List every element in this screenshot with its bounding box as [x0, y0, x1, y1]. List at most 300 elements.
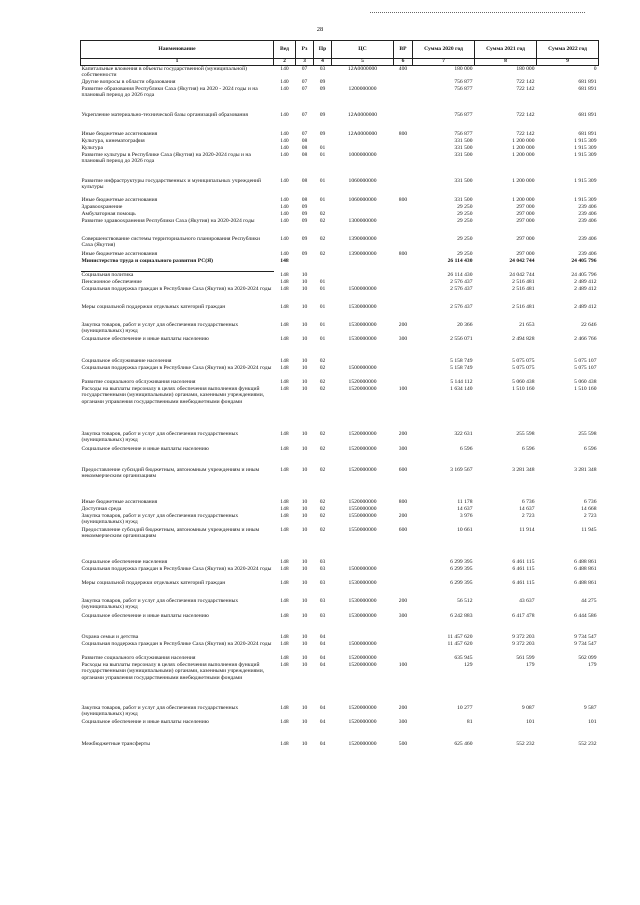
page-number: 28	[316, 26, 324, 33]
row-sum-2021: 6 461 115	[512, 566, 535, 572]
row-ved: 148	[280, 322, 289, 328]
row-vr: 300	[398, 336, 408, 342]
row-ved: 148	[280, 279, 289, 285]
row-sum-2022: 239 406	[578, 218, 597, 224]
row-ved: 140	[280, 251, 289, 257]
row-ved: 148	[280, 365, 289, 371]
table-row	[81, 272, 599, 280]
row-sum-2020: 331 500	[454, 178, 473, 184]
row-sum-2022: 2 723	[583, 513, 597, 519]
row-sum-2020: 322 631	[454, 431, 473, 437]
row-sum-2020: 625 460	[454, 741, 473, 747]
row-vr: 200	[398, 322, 408, 328]
row-sum-2020: 129	[464, 662, 473, 668]
row-sum-2021: 2 723	[521, 513, 535, 519]
row-cs: 1500000000	[348, 365, 377, 371]
row-name: Амбулаторная помощь	[81, 211, 136, 217]
row-cs: 1550000000	[348, 513, 377, 519]
row-pr: 02	[319, 218, 326, 224]
row-pr: 02	[319, 358, 326, 364]
row-ved: 140	[280, 236, 289, 242]
row-rz: 07	[301, 79, 308, 85]
row-vr	[394, 112, 413, 131]
row-pr: 02	[319, 386, 326, 392]
row-name: Развитие инфраструктуры государственных и муниципальных учреждений культуры	[81, 178, 262, 191]
table-row	[81, 741, 599, 748]
row-vr	[394, 655, 413, 662]
row-rz: 07	[301, 66, 308, 72]
row-sum-2020: 331 500	[454, 197, 473, 203]
row-sum-2021: 2 516 481	[512, 279, 535, 285]
row-sum-2021: 43 637	[519, 598, 535, 604]
row-rz: 10	[301, 336, 308, 342]
row-name: Охрана семьи и детства	[81, 634, 139, 640]
row-sum-2020: 29 250	[457, 211, 473, 217]
row-vr: 600	[398, 467, 408, 473]
row-sum-2021: 21 653	[519, 322, 535, 328]
row-vr	[394, 258, 413, 272]
row-pr: 03	[319, 598, 326, 604]
row-vr	[394, 152, 413, 178]
row-sum-2020: 26 114 430	[447, 258, 473, 264]
row-rz: 09	[301, 236, 308, 242]
row-sum-2022: 24 405 796	[571, 258, 597, 264]
row-rz: 10	[301, 499, 308, 505]
row-pr: 01	[319, 286, 326, 292]
row-sum-2021: 297 000	[516, 211, 535, 217]
row-sum-2022: 3 281 348	[574, 467, 597, 473]
row-rz: 09	[301, 218, 308, 224]
table-row	[81, 566, 599, 580]
row-ved: 148	[280, 513, 289, 519]
row-sum-2021: 255 598	[516, 431, 535, 437]
row-sum-2022: 101	[588, 719, 597, 725]
row-pr: 04	[319, 662, 326, 668]
row-name: Закупка товаров, работ и услуг для обеспечения государственных (муниципальных) нужд	[81, 513, 239, 526]
row-rz	[296, 258, 314, 272]
row-sum-2021: 297 000	[516, 236, 535, 242]
row-pr: 01	[319, 178, 326, 184]
row-sum-2020: 2 576 437	[450, 279, 473, 285]
row-sum-2020: 1 634 140	[450, 386, 473, 392]
row-sum-2021: 2 516 481	[512, 286, 535, 292]
row-sum-2022: 5 075 107	[574, 358, 597, 364]
row-sum-2020: 180 000	[454, 66, 473, 72]
table-row	[81, 304, 599, 322]
row-sum-2022: 1 915 309	[574, 152, 597, 158]
row-pr: 09	[319, 79, 326, 85]
table-row	[81, 431, 599, 446]
row-ved: 148	[280, 286, 289, 292]
row-sum-2022: 14 668	[581, 506, 597, 512]
row-sum-2020: 6 299 395	[450, 566, 473, 572]
row-sum-2020: 10 661	[457, 527, 473, 533]
row-sum-2020: 26 114 430	[447, 271, 473, 278]
row-vr: 300	[398, 613, 408, 619]
row-vr: 200	[398, 598, 408, 604]
row-sum-2021: 6 461 115	[512, 580, 535, 586]
row-ved: 148	[280, 446, 289, 452]
row-name: Предоставление субсидий бюджетным, автономным учреждениям и иным некоммерческим организациям	[81, 467, 260, 480]
row-pr: 01	[319, 197, 326, 203]
row-cs	[332, 138, 394, 145]
row-cs	[332, 358, 394, 365]
row-sum-2021: 1 200 000	[512, 197, 535, 203]
row-ved: 140	[280, 131, 289, 137]
row-sum-2021: 297 000	[516, 251, 535, 257]
row-rz: 08	[301, 152, 308, 158]
row-pr: 03	[319, 580, 326, 586]
row-ved: 148	[280, 662, 289, 668]
table-row	[81, 499, 599, 506]
row-sum-2022: 681 891	[578, 86, 597, 92]
row-pr: 09	[319, 112, 326, 118]
row-pr: 02	[319, 506, 326, 512]
row-rz: 10	[301, 580, 308, 586]
row-cs: 1300000000	[348, 218, 377, 224]
row-rz: 08	[301, 197, 308, 203]
row-name: Меры социальной поддержки отдельных категорий граждан	[81, 304, 226, 310]
table-row	[81, 138, 599, 145]
row-rz: 10	[301, 286, 308, 292]
row-rz: 10	[301, 662, 308, 668]
row-sum-2021: 722 142	[516, 131, 535, 137]
row-sum-2020: 20 366	[457, 322, 473, 328]
row-sum-2020: 14 637	[457, 506, 473, 512]
row-cs: 1520000000	[348, 662, 377, 668]
row-name: Капитальные вложения в объекты государственной (муниципальной) собственности	[81, 66, 247, 79]
table-row	[81, 662, 599, 705]
row-name: Развитие здравоохранения Республики Саха (Якутия) на 2020-2024 годы	[81, 218, 255, 224]
row-sum-2022: 9 734 547	[574, 641, 597, 647]
row-sum-2021: 2 494 828	[512, 336, 535, 342]
table-row	[81, 655, 599, 662]
table-row	[81, 258, 599, 272]
row-name: Социальная поддержка граждан в Республике Саха (Якутия) на 2020-2024 годы	[81, 566, 272, 572]
table-row	[81, 598, 599, 613]
row-sum-2020: 29 250	[457, 218, 473, 224]
table-row	[81, 112, 599, 131]
row-pr: 01	[319, 152, 326, 158]
row-cs: 1390000000	[348, 236, 377, 242]
row-sum-2020: 11 457 620	[447, 641, 473, 647]
row-sum-2020: 756 877	[454, 112, 473, 118]
row-sum-2020: 2 576 437	[450, 286, 473, 292]
row-name: Здравоохранение	[81, 204, 123, 210]
row-rz: 10	[301, 322, 308, 328]
row-sum-2022: 239 406	[578, 236, 597, 242]
row-ved: 148	[280, 499, 289, 505]
row-pr: 02	[319, 251, 326, 257]
row-sum-2021: 179	[526, 662, 535, 668]
row-sum-2020: 756 877	[454, 86, 473, 92]
row-vr	[394, 236, 413, 251]
row-vr: 200	[398, 705, 408, 711]
row-rz: 09	[301, 204, 308, 210]
column-number: 4	[314, 59, 332, 66]
table-row	[81, 336, 599, 358]
row-sum-2020: 2 576 437	[450, 304, 473, 310]
row-name: Социальное обеспечение населения	[81, 559, 168, 565]
row-pr: 01	[319, 145, 326, 151]
row-pr: 02	[319, 431, 326, 437]
row-name: Культура	[81, 145, 103, 151]
row-cs: 1520000000	[348, 379, 377, 385]
row-cs: 1530000000	[348, 580, 377, 586]
table-row	[81, 634, 599, 641]
row-cs: 12А0000000	[347, 131, 378, 137]
row-sum-2022: 9 587	[583, 705, 597, 711]
row-name: Закупка товаров, работ и услуг для обеспечения государственных (муниципальных) нужд	[81, 705, 239, 718]
row-vr	[394, 566, 413, 580]
row-sum-2021: 6 461 115	[512, 559, 535, 565]
row-vr	[394, 279, 413, 286]
row-cs: 1520000000	[348, 386, 377, 392]
header-name: Наименование	[81, 41, 274, 59]
row-name: Меры социальной поддержки отдельных категорий граждан	[81, 580, 226, 586]
row-vr: 800	[398, 197, 408, 203]
header-sum-2021: Сумма 2021 год	[475, 41, 537, 59]
row-pr: 02	[319, 211, 326, 217]
row-sum-2021: 722 142	[516, 79, 535, 85]
row-pr: 02	[319, 379, 326, 385]
row-cs	[332, 211, 394, 218]
table-row	[81, 152, 599, 178]
row-ved: 148	[280, 741, 289, 747]
row-rz: 08	[301, 178, 308, 184]
row-ved: 148	[280, 467, 289, 473]
row-rz: 09	[301, 211, 308, 217]
table-row	[81, 86, 599, 112]
row-vr	[394, 272, 413, 280]
row-sum-2022: 239 406	[578, 251, 597, 257]
row-name: Культура, кинематография	[81, 138, 145, 144]
row-cs: 1530000000	[348, 304, 377, 310]
column-number-row	[81, 59, 599, 66]
row-name: Доступная среда	[81, 506, 122, 512]
row-sum-2022: 6 596	[583, 446, 597, 452]
row-pr: 03	[319, 566, 326, 572]
row-rz: 10	[301, 641, 308, 647]
table-row	[81, 705, 599, 719]
row-name: Социальное обеспечение и иные выплаты населению	[81, 336, 209, 342]
row-rz: 09	[301, 251, 308, 257]
row-name: Социальное обеспечение и иные выплаты населению	[81, 719, 209, 725]
table-row	[81, 719, 599, 741]
row-ved: 140	[280, 197, 289, 203]
row-vr	[394, 178, 413, 197]
row-name: Социальная поддержка граждан в Республике Саха (Якутия) на 2020-2024 годы	[81, 641, 272, 647]
row-rz: 10	[301, 527, 308, 533]
row-ved: 148	[280, 527, 289, 533]
row-vr	[394, 358, 413, 365]
row-vr	[394, 506, 413, 513]
row-pr: 01	[319, 336, 326, 342]
row-name: Социальная политика	[81, 272, 134, 278]
row-ved: 148	[280, 655, 289, 661]
row-sum-2021: 722 142	[516, 112, 535, 118]
row-sum-2022: 239 406	[578, 204, 597, 210]
row-ved: 148	[280, 431, 289, 437]
row-ved: 148	[280, 304, 289, 310]
row-pr: 02	[319, 467, 326, 473]
row-sum-2021: 6 736	[521, 499, 535, 505]
row-name: Закупка товаров, работ и услуг для обеспечения государственных (муниципальных) нужд	[81, 322, 239, 335]
row-sum-2020: 5 158 749	[450, 365, 473, 371]
row-sum-2020: 5 144 112	[450, 379, 473, 385]
row-name: Развитие социального обслуживания населения	[81, 379, 196, 385]
row-rz: 10	[301, 634, 308, 640]
row-sum-2021: 5 075 075	[512, 358, 535, 364]
row-ved: 148	[280, 358, 289, 364]
row-sum-2022: 1 915 309	[574, 145, 597, 151]
row-sum-2021: 1 200 000	[512, 178, 535, 184]
row-pr: 03	[319, 66, 326, 72]
row-vr: 100	[398, 386, 408, 392]
row-sum-2021: 9 087	[521, 705, 535, 711]
row-cs	[332, 204, 394, 211]
row-cs: 1520000000	[348, 741, 377, 747]
row-sum-2021: 1 510 160	[512, 386, 535, 392]
table-row	[81, 613, 599, 634]
row-pr: 02	[319, 446, 326, 452]
row-sum-2021: 1 200 000	[512, 138, 535, 144]
row-rz: 10	[301, 655, 308, 661]
row-vr: 200	[398, 513, 408, 519]
row-sum-2022: 11 945	[581, 527, 597, 533]
row-vr: 400	[398, 66, 408, 72]
row-sum-2020: 29 250	[457, 251, 473, 257]
row-sum-2022: 562 099	[578, 655, 597, 661]
row-ved: 148	[280, 258, 289, 264]
row-sum-2020: 5 158 749	[450, 358, 473, 364]
row-rz: 10	[301, 598, 308, 604]
row-cs	[332, 559, 394, 566]
table-row	[81, 279, 599, 286]
row-ved: 148	[280, 598, 289, 604]
table-row	[81, 145, 599, 152]
table-row	[81, 251, 599, 258]
row-cs: 1500000000	[348, 641, 377, 647]
table-row	[81, 218, 599, 236]
table-row	[81, 446, 599, 467]
row-name: Министерство труда и социального развития РС(Я)	[81, 258, 274, 272]
row-pr	[314, 272, 332, 280]
header-rz: Рз	[296, 41, 314, 59]
row-rz: 10	[301, 506, 308, 512]
column-number: 5	[332, 59, 394, 66]
row-ved: 140	[280, 66, 289, 72]
row-sum-2020: 29 250	[457, 204, 473, 210]
table-row	[81, 322, 599, 336]
row-sum-2021: 2 516 481	[512, 304, 535, 310]
column-number: 8	[475, 59, 537, 66]
row-vr	[394, 138, 413, 145]
row-vr: 800	[398, 131, 408, 137]
column-number: 7	[413, 59, 475, 66]
row-sum-2021: 11 914	[519, 527, 535, 533]
row-sum-2020: 56 512	[457, 598, 473, 604]
row-sum-2021: 5 075 075	[512, 365, 535, 371]
row-pr: 04	[319, 705, 326, 711]
row-name: Другие вопросы в области образования	[81, 79, 176, 85]
row-pr	[314, 258, 332, 272]
row-cs	[332, 634, 394, 641]
row-ved: 148	[280, 634, 289, 640]
row-rz: 08	[301, 138, 308, 144]
row-vr: 200	[398, 431, 408, 437]
table-row	[81, 641, 599, 655]
row-sum-2021: 1 200 000	[512, 152, 535, 158]
row-cs: 1520000000	[348, 431, 377, 437]
row-sum-2021: 3 281 348	[512, 467, 535, 473]
header-vr: ВР	[394, 41, 413, 59]
row-vr	[394, 204, 413, 211]
row-sum-2022: 239 406	[578, 211, 597, 217]
row-vr	[394, 304, 413, 322]
table-row	[81, 559, 599, 566]
table-row	[81, 365, 599, 379]
row-name: Пенсионное обеспечение	[81, 279, 142, 285]
row-cs: 12А0000000	[347, 66, 378, 72]
row-sum-2021: 14 637	[519, 506, 535, 512]
row-sum-2020: 331 500	[454, 138, 473, 144]
column-number: 3	[296, 59, 314, 66]
row-sum-2022: 6 736	[583, 499, 597, 505]
row-ved: 140	[280, 211, 289, 217]
row-cs	[332, 279, 394, 286]
row-cs: 1520000000	[348, 655, 377, 661]
row-rz: 10	[301, 467, 308, 473]
table-row	[81, 236, 599, 251]
table-row	[81, 204, 599, 211]
row-pr: 02	[319, 365, 326, 371]
row-name: Закупка товаров, работ и услуг для обеспечения государственных (муниципальных) нужд	[81, 431, 239, 444]
row-sum-2022: 2 466 766	[574, 336, 597, 342]
row-sum-2021: 297 000	[516, 218, 535, 224]
row-vr: 600	[398, 527, 408, 533]
row-rz: 10	[301, 566, 308, 572]
row-pr: 03	[319, 613, 326, 619]
row-sum-2021: 24 042 744	[509, 258, 535, 264]
row-sum-2022: 255 598	[578, 431, 597, 437]
row-name: Укрепление материально-технической базы организаций образования	[81, 112, 248, 118]
row-sum-2020: 2 556 071	[450, 336, 473, 342]
row-ved: 140	[280, 145, 289, 151]
header-pr: Пр	[314, 41, 332, 59]
row-pr: 04	[319, 741, 326, 747]
row-sum-2021: 5 060 438	[512, 379, 535, 385]
column-number: 2	[274, 59, 296, 66]
row-sum-2022: 44 275	[581, 598, 597, 604]
row-sum-2021: 6 596	[521, 446, 535, 452]
table-row	[81, 386, 599, 431]
column-number: 6	[394, 59, 413, 66]
row-rz: 10	[301, 431, 308, 437]
row-cs: 1520000000	[348, 499, 377, 505]
row-cs: 1000000000	[348, 152, 377, 158]
row-rz: 07	[301, 112, 308, 118]
row-cs	[332, 258, 394, 272]
row-name: Развитие образования Республики Саха (Якутия) на 2020 - 2024 годы и на плановый период до 2026 года	[81, 86, 258, 99]
row-rz: 10	[301, 365, 308, 371]
row-pr: 02	[319, 236, 326, 242]
row-vr	[394, 559, 413, 566]
table-row	[81, 197, 599, 204]
row-rz: 10	[301, 559, 308, 565]
row-name: Социальная поддержка граждан в Республике Саха (Якутия) на 2020-2024 годы	[81, 365, 272, 371]
row-sum-2020: 756 877	[454, 131, 473, 137]
